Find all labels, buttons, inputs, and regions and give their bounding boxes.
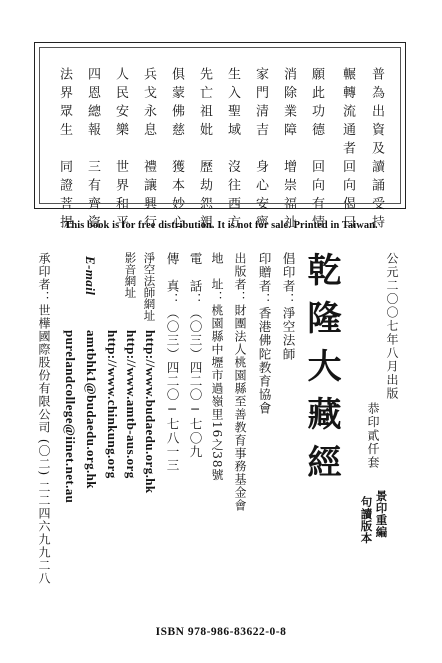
verse-line: 普為出資及讀誦受持 xyxy=(369,67,384,234)
edition-line-1: 景印重編 xyxy=(374,490,389,538)
verse-line: 四恩總報 三有齊資 xyxy=(85,67,100,234)
website-link-2[interactable]: http://www.amtb-aus.org xyxy=(124,330,139,479)
contractor-line: 承印者：世樺國際股份有限公司 (〇二) 二二四六九九二八 xyxy=(37,252,51,585)
email-link-2[interactable]: purelandcollege@iinet.net.au xyxy=(63,330,78,504)
verse-line: 輾轉流通者回向偈曰 xyxy=(340,67,355,234)
verse-line: 人民安樂 世界和平 xyxy=(113,67,128,234)
email-label: E-mail xyxy=(83,256,98,296)
fax-line: 傳 真：（〇三）四二〇─七八一三 xyxy=(164,252,180,472)
verse-line: 願此功德 回向有情 xyxy=(309,67,324,234)
isbn: ISBN 978-986-83622-0-8 xyxy=(155,626,287,638)
email-link-1[interactable]: amtbhk1@budaedu.org.hk xyxy=(84,330,99,489)
publication-date: 公元二〇〇七年八月出版 xyxy=(385,252,399,401)
verse-line: 家門清吉 身心安寧 xyxy=(253,67,268,234)
verse-line: 俱蒙佛慈 獲本妙心 xyxy=(169,67,184,234)
address-line: 地 址：桃園縣中壢市過嶺里16之38號 xyxy=(210,252,224,482)
verse-line: 先亡祖妣 歷劫怨親 xyxy=(197,67,212,234)
verse-line: 兵戈永息 禮讓興行 xyxy=(141,67,156,234)
web-label: 淨空法師網址 xyxy=(142,252,157,321)
publisher-line: 出版者：財團法人桃園縣至善教育事務基金會 xyxy=(233,252,247,512)
web-label-2: 影音網址 xyxy=(123,252,138,298)
verse-line: 法界眾生 同證菩提 xyxy=(57,67,72,234)
sponsor-line: 倡印者：淨空法師 xyxy=(280,252,296,361)
edition-line-2: 句讀版本 xyxy=(359,496,374,544)
phone-line: 電 話：（〇三）四二〇─七〇九 xyxy=(187,252,203,459)
book-title: 乾隆大藏經 xyxy=(301,252,341,492)
printer-line: 印贈者：香港佛陀教育協會 xyxy=(256,252,272,416)
print-count: 恭印貳仟套 xyxy=(366,402,380,470)
distribution-notice: This book is for free distribution. It is not for sale. Printed in Taiwan. xyxy=(64,220,378,231)
website-link-3[interactable]: http://www.chinkung.org xyxy=(105,330,120,479)
website-link-1[interactable]: http://www.budaedu.org.hk xyxy=(143,330,158,494)
verse-line: 消除業障 增崇福祉 xyxy=(281,67,296,234)
verse-line: 生入聖域 沒往西方 xyxy=(225,67,240,234)
